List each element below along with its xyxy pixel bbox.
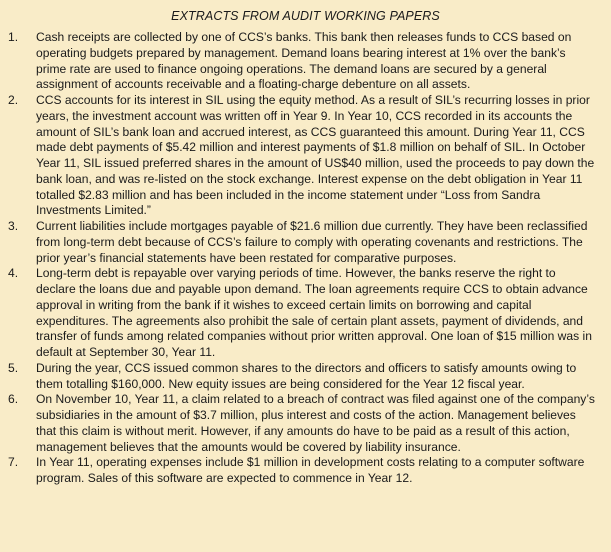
item-text: During the year, CCS issued common shares to the directors and officers to satisfy amounts owing to them totalling $160,000. New equity issues are being considered for the Year 12 fiscal year.	[36, 360, 577, 391]
item-text: Current liabilities include mortgages payable of $21.6 million due currently. They have been reclassified from long-term debt because of CCS’s failure to comply with operating covenants and restrictions. The prior year’s financial statements have been restated for comparative purposes.	[36, 219, 588, 265]
item-number: 2.	[8, 93, 19, 107]
page-title: EXTRACTS FROM AUDIT WORKING PAPERS	[171, 9, 440, 23]
list-item-1	[6, 30, 597, 93]
item-text: CCS accounts for its interest in SIL using the equity method. As a result of SIL’s recurring losses in prior years, the investment account was written off in Year 9. In Year 10, CCS recorded in its accounts the amount of SIL’s bank loan and accrued interest, as CCS guaranteed this amount. During Year 11, CCS made debt payments of $5.42 million and interest payments of $1.8 million on behalf of SIL. In October Year 11, SIL issued preferred shares in the amount of US$40 million, used the proceeds to pay down the bank loan, and was re-listed on the stock exchange. Interest expense on the debt obligation in Year 11 totalled $2.83 million and has been included in the income statement under “Loss from Sandra Investments Limited.”	[36, 93, 595, 218]
item-number: 6.	[8, 392, 19, 407]
working-paper-list	[6, 30, 597, 487]
list-item-3	[6, 219, 597, 266]
item-text: Cash receipts are collected by one of CCS’s banks. This bank then releases funds to CCS based on operating budgets prepared by management. Demand loans bearing interest at 1% over the bank’s prime rate are used to finance ongoing operations. The demand loans are secured by a general assignment of accounts receivable and a floating-charge debenture on all assets.	[36, 30, 572, 92]
list-item-5	[6, 361, 597, 393]
item-text: In Year 11, operating expenses include $1 million in development costs relating to a computer software program. Sales of this software are expected to commence in Year 12.	[36, 455, 585, 485]
item-number: 7.	[8, 455, 19, 470]
item-number: 4.	[8, 266, 19, 281]
list-item-6	[6, 392, 597, 455]
item-number: 3.	[8, 219, 19, 233]
item-text: Long-term debt is repayable over varying periods of time. However, the banks reserve the right to declare the loans due and payable upon demand. The loan agreements require CCS to obtain advance approval in writing from the bank if it wishes to exceed certain limits on borrowing and capital expenditures. The agreements also prohibit the sale of certain plant assets, payment of dividends, and transfer of funds among related companies without prior written approval. One loan of $15 million was in default at September 30, Year 11.	[36, 266, 592, 359]
item-number: 5.	[8, 360, 19, 375]
list-item-4	[6, 266, 597, 361]
list-item-2	[6, 93, 597, 219]
item-text: On November 10, Year 11, a claim related to a breach of contract was filed against one of the company’s subsidiaries in the amount of $3.7 million, plus interest and costs of the action. Management believes that this claim is without merit. However, if any amounts do have to be paid as a result of this action, management believes that the amounts would be covered by liability insurance.	[36, 392, 595, 454]
item-number: 1.	[8, 30, 19, 44]
list-item-7	[6, 455, 597, 487]
